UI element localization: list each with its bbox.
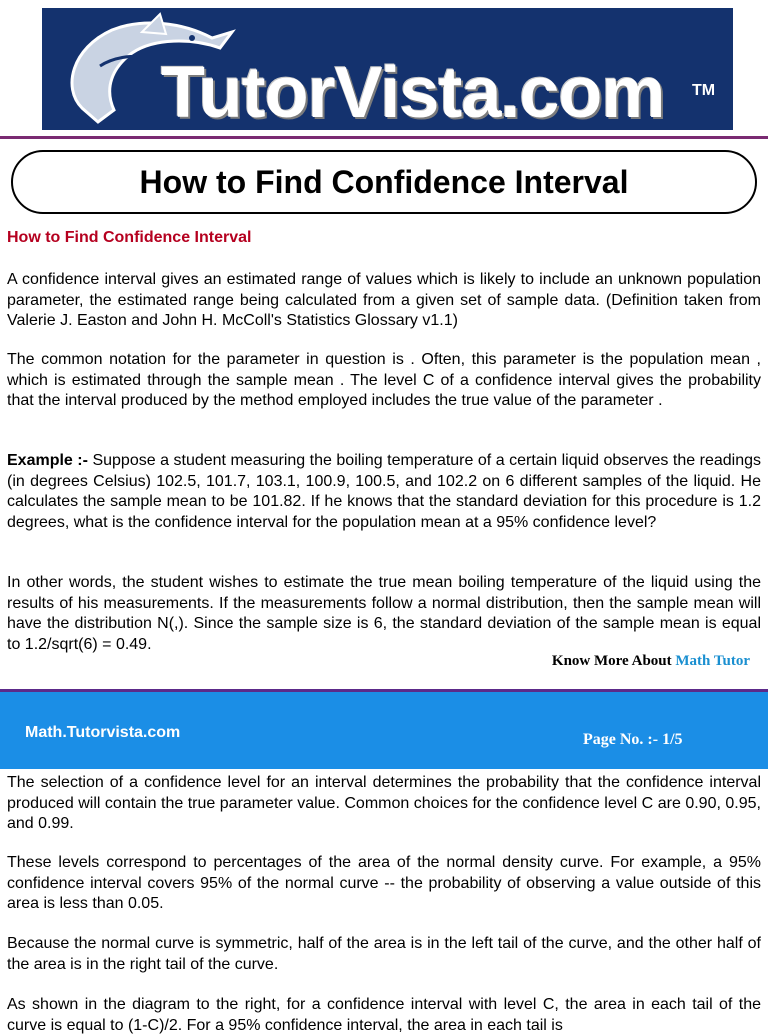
example-label: Example :-: [7, 452, 88, 469]
document-title: How to Find Confidence Interval: [139, 163, 629, 200]
paragraph-explanation: In other words, the student wishes to estimate the true mean boiling temperature of the liquid using the results of his measurements. If the measurements follow a normal distribution, then the sample mean will have the distribution N(,). Since the sample size is 6, the standard deviation of the sample mean is equal to 1.2/sqrt(6) = 0.49.: [7, 574, 761, 653]
page-number: Page No. :- 1/5: [583, 731, 683, 748]
site-name: Math.Tutorvista.com: [25, 724, 181, 741]
paragraph-levels: These levels correspond to percentages of the area of the normal density curve. For example, a 95% confidence interval covers 95% of the normal curve -- the probability of observing a value outside of this area is less than 0.05.: [7, 854, 761, 912]
paragraph-definition: A confidence interval gives an estimated range of values which is likely to include an unknown population parameter, the estimated range being calculated from a given set of sample data. (Definition taken from Valerie J. Easton and John H. McColl's Statistics Glossary v1.1): [7, 271, 761, 329]
logo-trademark: TM: [692, 82, 716, 99]
paragraph-diagram: As shown in the diagram to the right, for a confidence interval with level C, the area in each tail of the curve is equal to (1-C)/2. For a 95% confidence interval, the area in each tail is: [7, 996, 761, 1034]
know-more-prefix: Know More About: [551, 653, 676, 669]
logo-wordmark: TutorVista.com: [161, 53, 665, 130]
page-footer-banner: [0, 689, 768, 769]
document-title-box: [11, 150, 757, 214]
header-divider: [0, 136, 768, 139]
paragraph-example: [7, 451, 761, 533]
paragraph-notation: The common notation for the parameter in question is . Often, this parameter is the population mean , which is estimated through the sample mean . The level C of a confidence interval gives the probability that the interval produced by the method employed includes the true value of the parameter .: [7, 351, 761, 409]
paragraph-symmetry: Because the normal curve is symmetric, half of the area is in the left tail of the curve, and the other half of the area is in the right tail of the curve.: [7, 935, 761, 973]
math-tutor-link[interactable]: Math Tutor: [675, 653, 750, 669]
tutorvista-logo: [42, 8, 733, 130]
example-text: Suppose a student measuring the boiling temperature of a certain liquid observes the readings (in degrees Celsius) 102.5, 101.7, 103.1, 100.9, 100.5, and 102.2 on 6 different samples of the liquid. He calculates the sample mean to be 101.82. If he knows that the standard deviation for this procedure is 1.2 degrees, what is the confidence interval for the population mean at a 95% confidence level?: [7, 452, 761, 531]
know-more-line: [552, 653, 750, 670]
section-subheading: How to Find Confidence Interval: [7, 229, 252, 246]
paragraph-selection: The selection of a confidence level for an interval determines the probability that the confidence interval produced will contain the true parameter value. Common choices for the confidence level C are 0.90, 0.95, and 0.99.: [7, 774, 761, 832]
